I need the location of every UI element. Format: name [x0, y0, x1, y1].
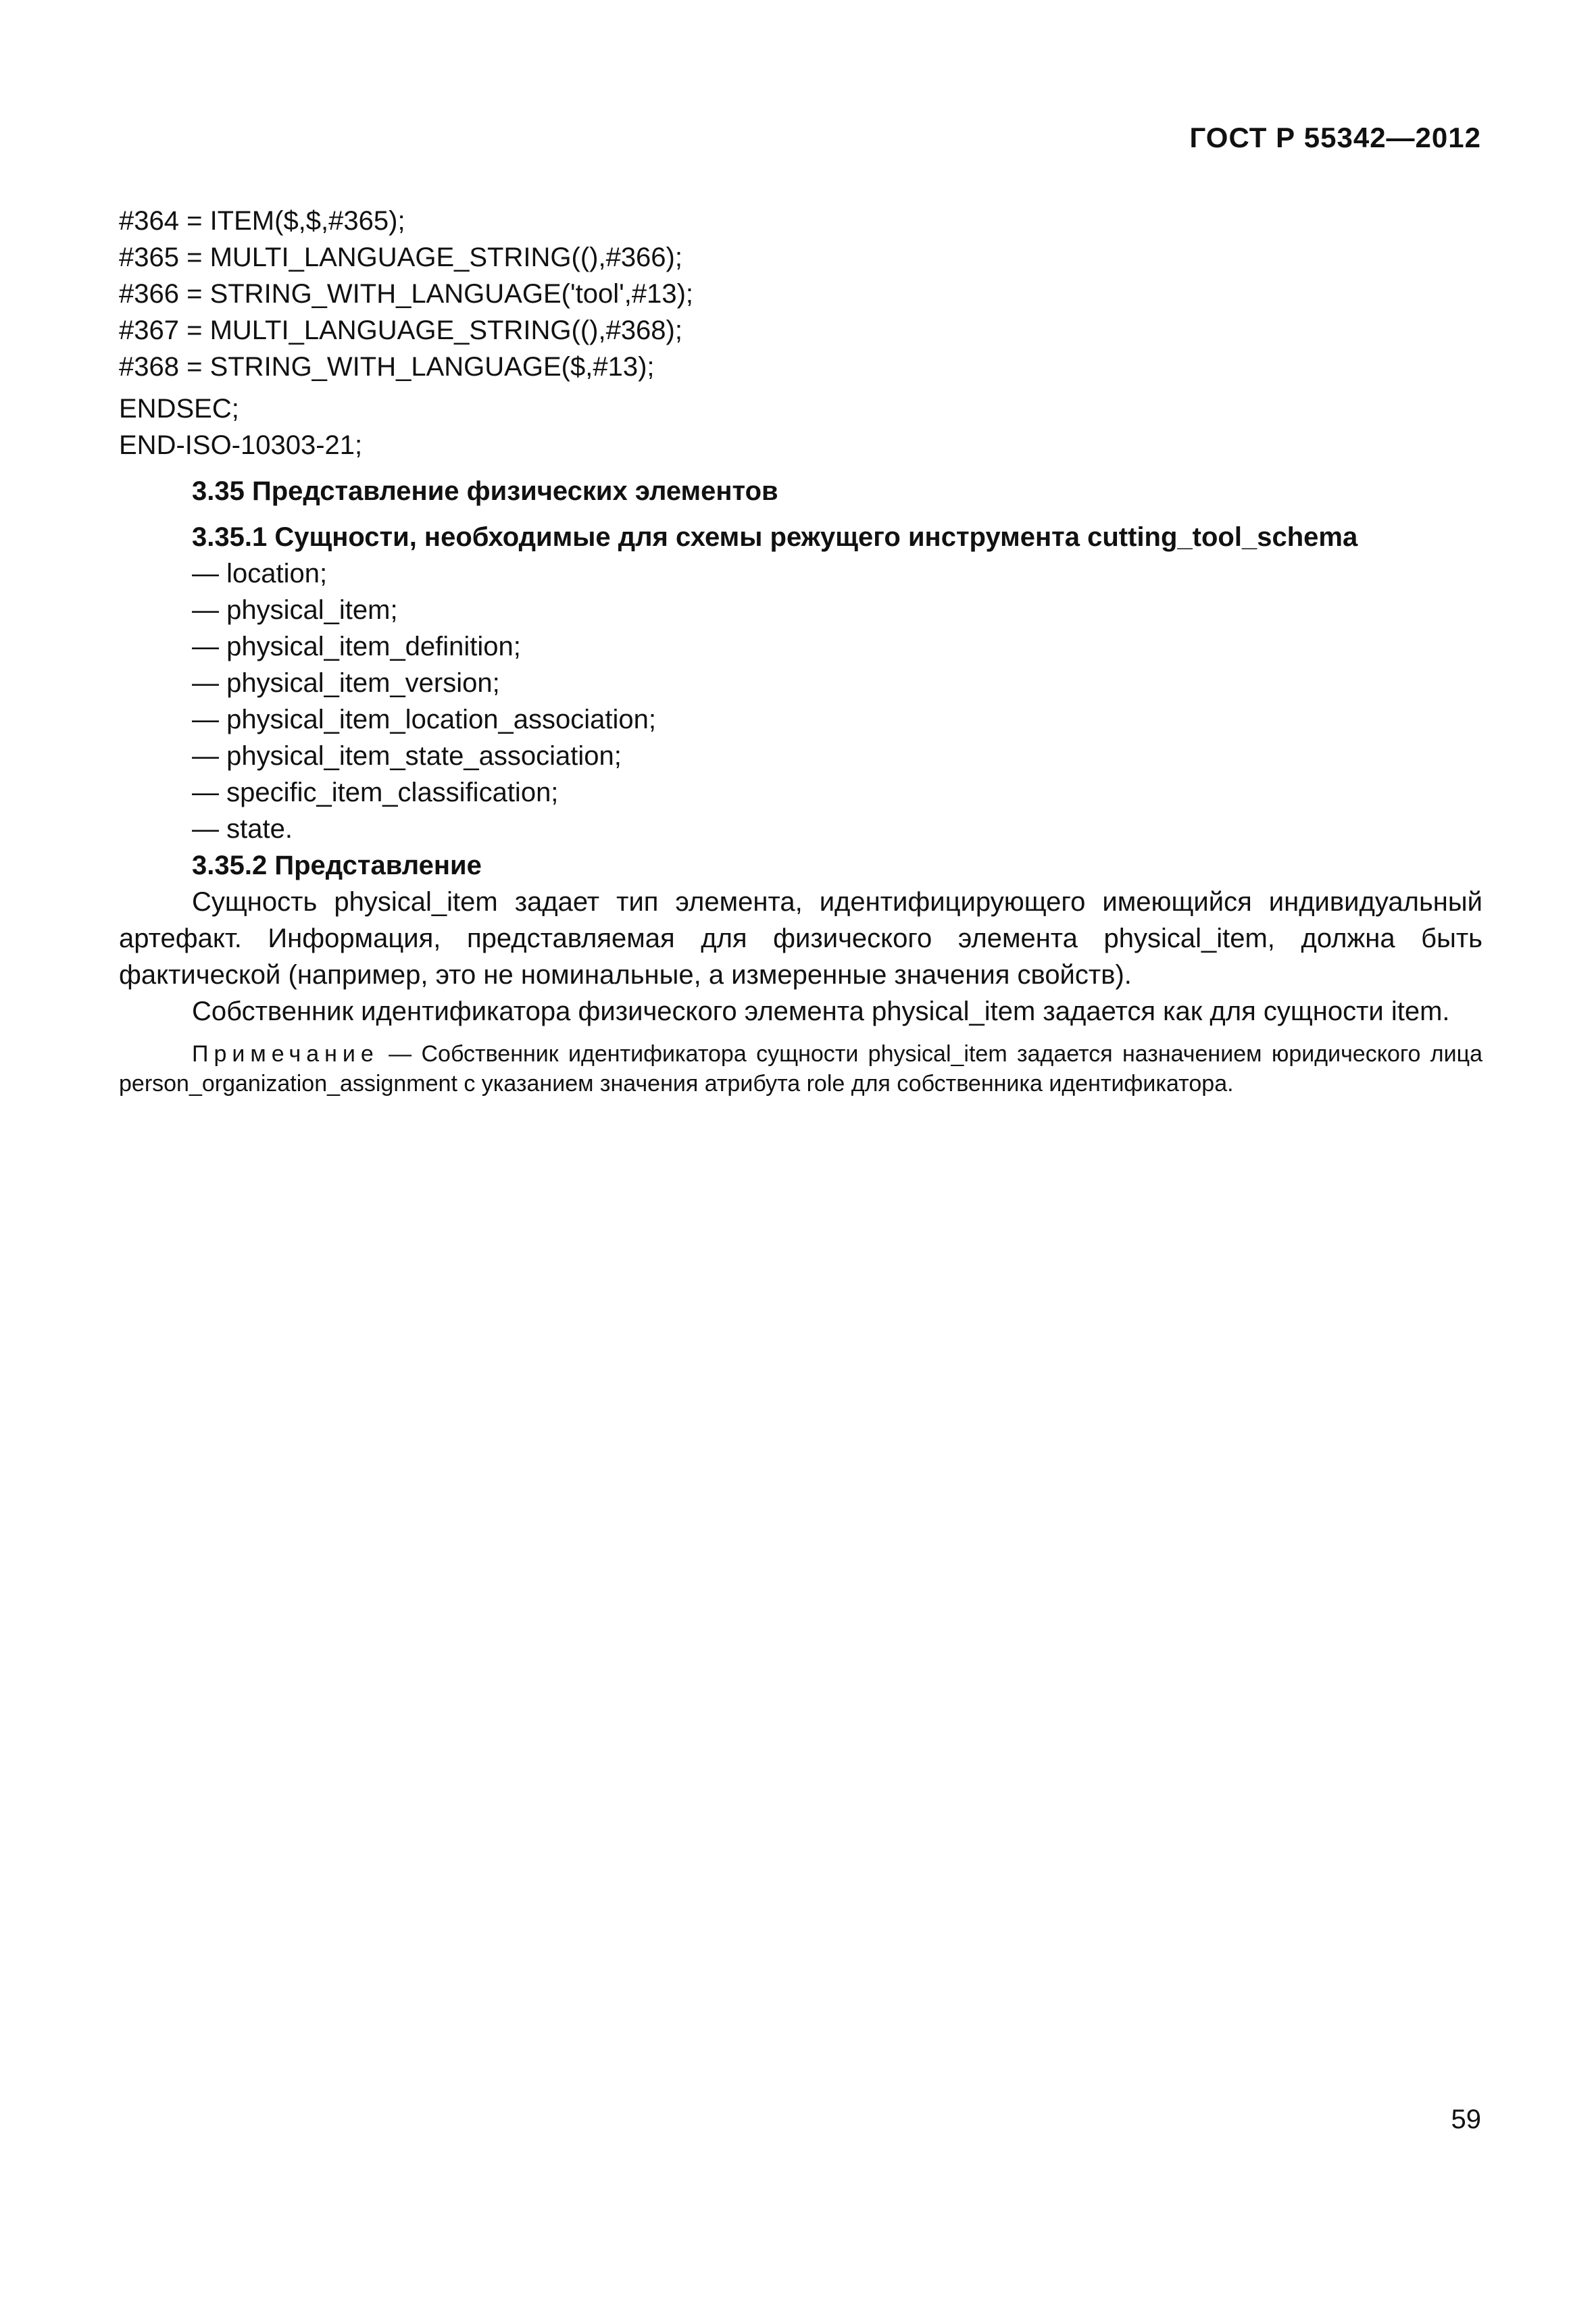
- list-item: — specific_item_classification;: [192, 778, 559, 807]
- note-text: — Собственник идентификатора сущности physical_item задается назначением юридического лица person_organization_assignment с указанием значения атрибута role для собственника идентификатора.: [119, 1041, 1482, 1097]
- endsec-line: ENDSEC;: [119, 394, 239, 424]
- list-item: — physical_item_location_association;: [192, 705, 657, 734]
- note: [119, 1039, 1482, 1099]
- paragraph: Собственник идентификатора физического элемента physical_item задается как для сущности item.: [192, 997, 1450, 1026]
- code-line: #364 = ITEM($,$,#365);: [119, 206, 405, 236]
- code-line: #368 = STRING_WITH_LANGUAGE($,#13);: [119, 352, 655, 382]
- code-line: #366 = STRING_WITH_LANGUAGE('tool',#13);: [119, 279, 694, 309]
- paragraph: Сущность physical_item задает тип элемента, идентифицирующего имеющийся индивидуальный артефакт. Информация, представляемая для физического элемента physical_item, должна быть фактической (например, это не номинальные, а измеренные значения свойств).: [119, 887, 1482, 990]
- code-block: [119, 203, 1482, 385]
- section-3-35-heading: 3.35 Представление физических элементов: [192, 476, 778, 506]
- document-header: ГОСТ Р 55342—2012: [1189, 122, 1481, 153]
- list-item: — physical_item_definition;: [192, 632, 521, 661]
- section-3-35-1-heading: 3.35.1 Сущности, необходимые для схемы режущего инструмента cutting_tool_schema: [192, 522, 1358, 552]
- entity-list: [119, 555, 1482, 847]
- list-item: — physical_item_state_association;: [192, 741, 622, 771]
- list-item: — physical_item;: [192, 595, 398, 625]
- code-line: #365 = MULTI_LANGUAGE_STRING((),#366);: [119, 243, 682, 272]
- page-number: 59: [1451, 2105, 1481, 2134]
- note-label: Примечание: [192, 1041, 379, 1067]
- page-content: [119, 203, 1482, 1099]
- section-3-35-2-heading: 3.35.2 Представление: [192, 851, 482, 880]
- end-iso-line: END-ISO-10303-21;: [119, 430, 363, 460]
- list-item: — state.: [192, 814, 293, 844]
- list-item: — physical_item_version;: [192, 668, 500, 698]
- code-line: #367 = MULTI_LANGUAGE_STRING((),#368);: [119, 316, 682, 345]
- list-item: — location;: [192, 559, 328, 588]
